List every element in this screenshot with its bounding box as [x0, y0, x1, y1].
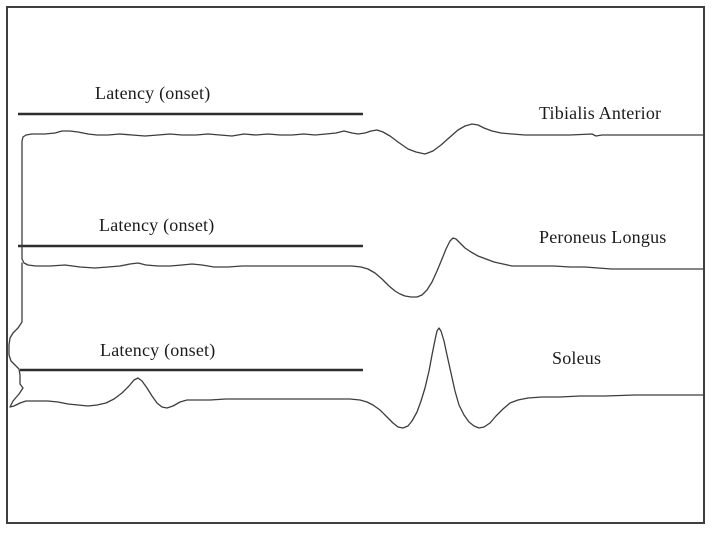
- trace-label-peroneus-longus: Peroneus Longus: [539, 227, 667, 247]
- latency-onset-label-peroneus: Latency (onset): [99, 215, 215, 235]
- latency-onset-label-tibialis: Latency (onset): [95, 83, 211, 103]
- trace-label-tibialis-anterior: Tibialis Anterior: [539, 103, 662, 123]
- trace-label-soleus: Soleus: [552, 348, 602, 368]
- latency-onset-label-soleus: Latency (onset): [100, 340, 216, 360]
